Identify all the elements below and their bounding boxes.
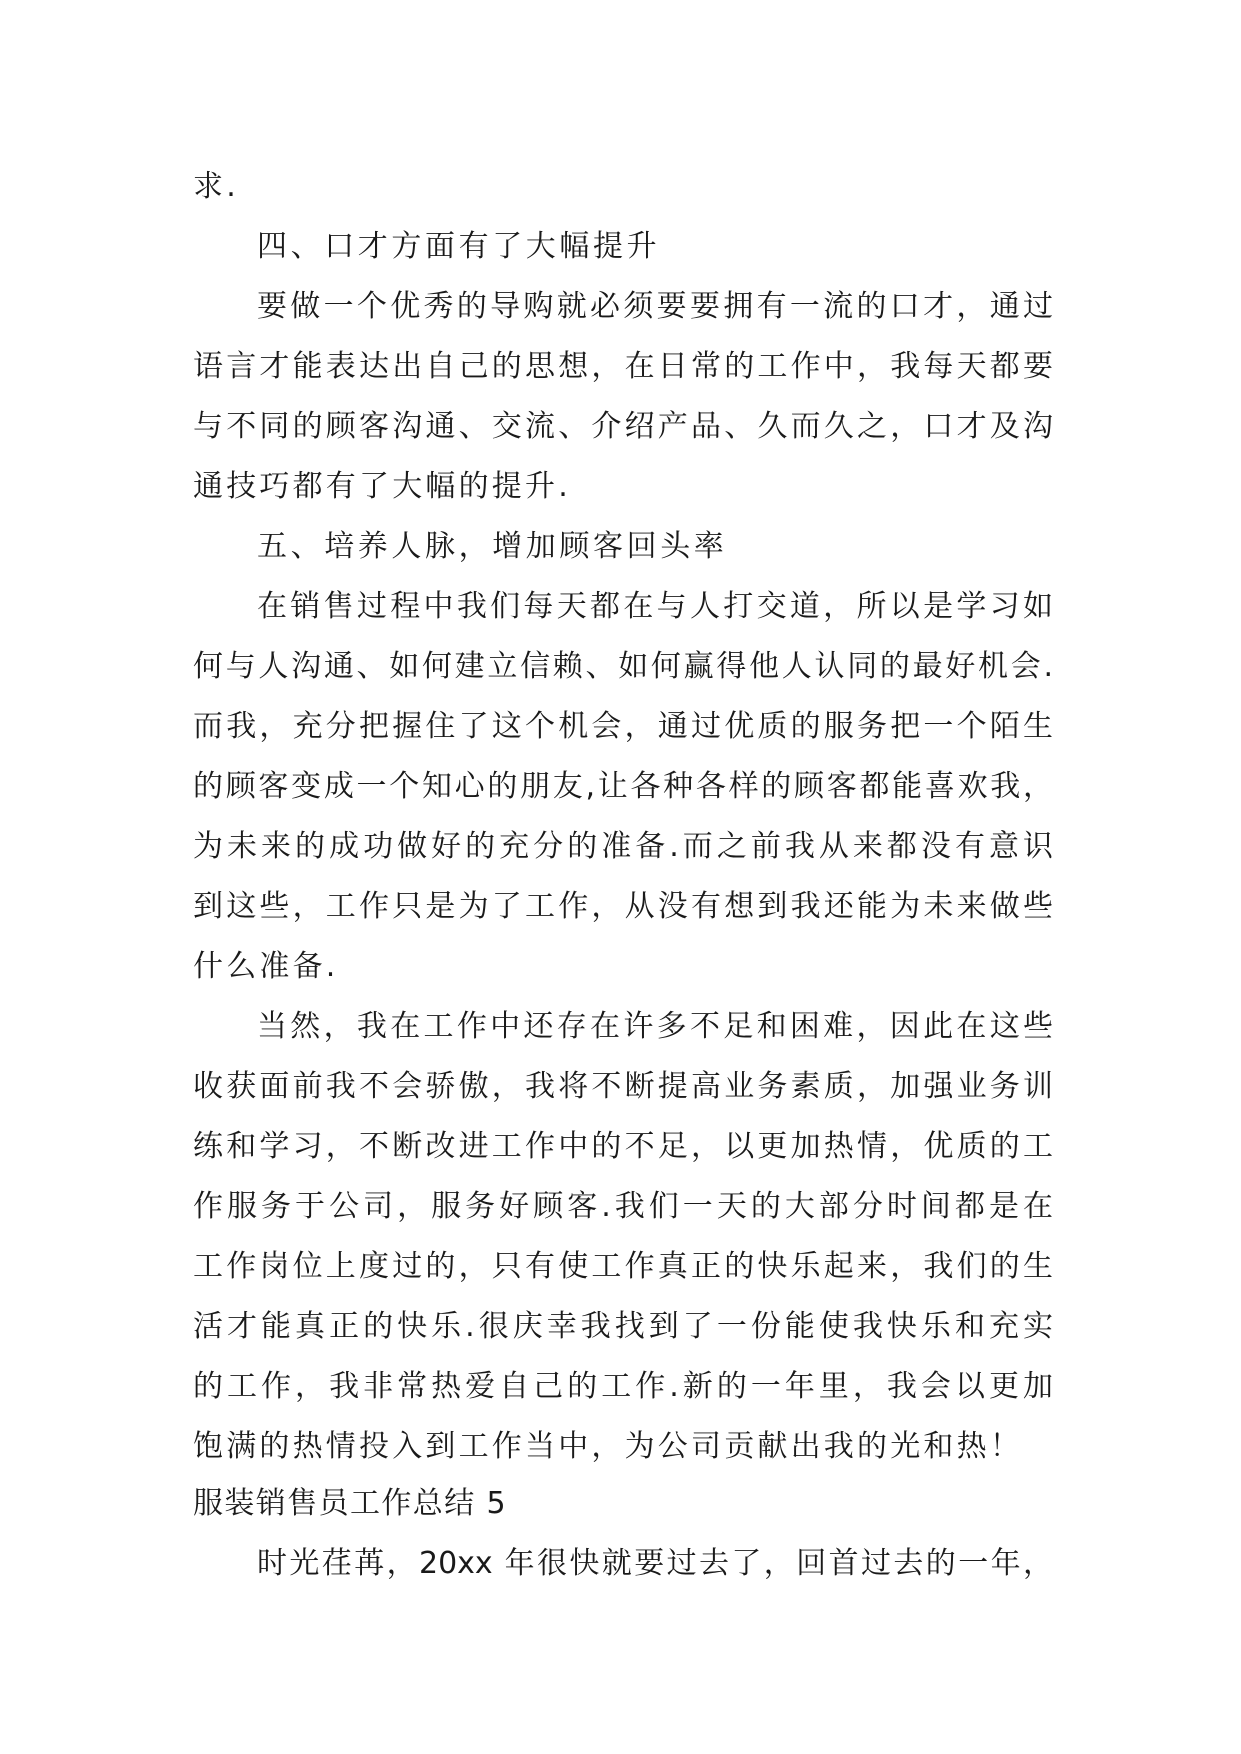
paragraph-line: 什么准备. (193, 949, 339, 984)
paragraph-line: 与不同的顾客沟通、交流、介绍产品、久而久之，口才及沟 (193, 409, 1053, 444)
paragraph-line: 在销售过程中我们每天都在与人打交道，所以是学习如 (257, 589, 1053, 624)
paragraph-line: 为未来的成功做好的充分的准备.而之前我从来都没有意识 (193, 829, 1053, 864)
section-heading-4: 四、口才方面有了大幅提升 (257, 229, 661, 264)
paragraph-line: 活才能真正的快乐.很庆幸我找到了一份能使我快乐和充实 (193, 1309, 1053, 1344)
text-line-continuation: 求. (193, 169, 239, 204)
paragraph-line: 语言才能表达出自己的思想，在日常的工作中，我每天都要 (193, 349, 1053, 384)
section-heading-5: 五、培养人脉，增加顾客回头率 (257, 529, 728, 564)
paragraph-line: 工作岗位上度过的，只有使工作真正的快乐起来，我们的生 (193, 1249, 1053, 1284)
document-section-title: 服装销售员工作总结 5 (193, 1486, 508, 1521)
paragraph-line: 当然，我在工作中还存在许多不足和困难，因此在这些 (257, 1009, 1053, 1044)
paragraph-line: 要做一个优秀的导购就必须要要拥有一流的口才，通过 (257, 289, 1053, 324)
paragraph-line: 到这些，工作只是为了工作，从没有想到我还能为未来做些 (193, 889, 1053, 924)
paragraph-line: 而我，充分把握住了这个机会，通过优质的服务把一个陌生 (193, 709, 1053, 744)
paragraph-line: 收获面前我不会骄傲，我将不断提高业务素质，加强业务训 (193, 1069, 1053, 1104)
paragraph-line: 练和学习，不断改进工作中的不足，以更加热情，优质的工 (193, 1129, 1053, 1164)
paragraph-line: 饱满的热情投入到工作当中，为公司贡献出我的光和热！ (193, 1429, 1023, 1464)
paragraph-line: 作服务于公司，服务好顾客.我们一天的大部分时间都是在 (193, 1189, 1053, 1224)
paragraph-line: 的工作，我非常热爱自己的工作.新的一年里，我会以更加 (193, 1369, 1053, 1404)
paragraph-line: 通技巧都有了大幅的提升. (193, 469, 571, 504)
paragraph-line: 的顾客变成一个知心的朋友,让各种各样的顾客都能喜欢我， (193, 769, 1053, 804)
paragraph-line: 时光荏苒，20xx 年很快就要过去了，回首过去的一年， (257, 1546, 1053, 1581)
paragraph-line: 何与人沟通、如何建立信赖、如何赢得他人认同的最好机会. (193, 649, 1053, 684)
